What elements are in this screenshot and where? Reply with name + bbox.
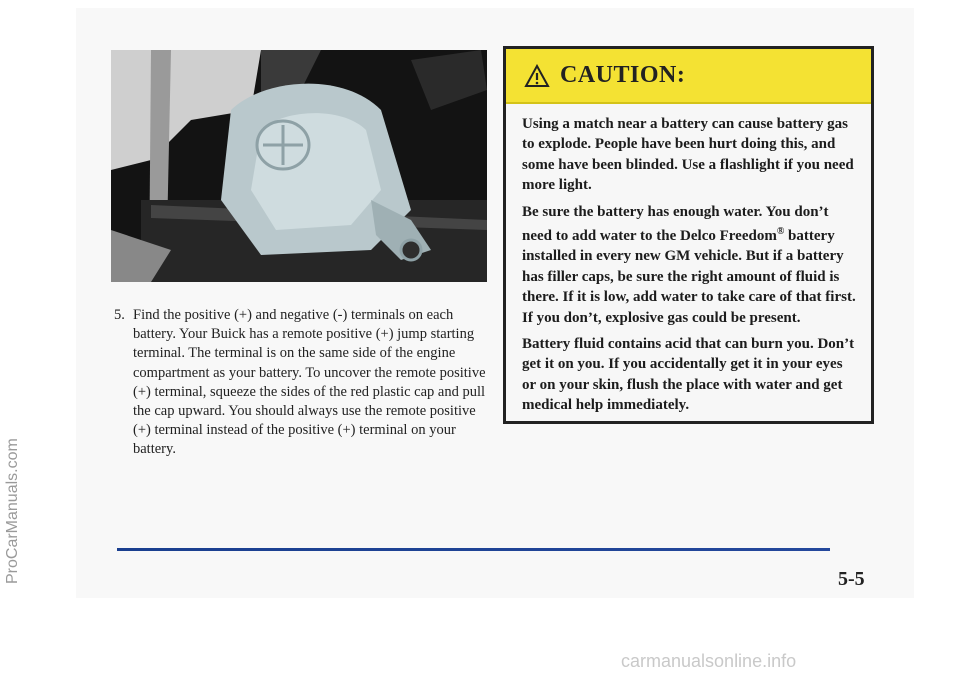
caution-box xyxy=(503,46,874,424)
footer-watermark: carmanualsonline.info xyxy=(621,651,797,671)
step-number: 5. xyxy=(114,307,125,323)
caution-paragraph-2-part-b: battery installed in every new GM vehicle. But if a battery has filler caps, be sure the right amount of fluid is there. If it is low, add water to take care of that first. If you don’t, explosive gas could be present. xyxy=(522,228,856,326)
caution-paragraph-2 xyxy=(522,202,857,328)
caution-body xyxy=(506,104,871,416)
page-number: 5-5 xyxy=(838,568,865,590)
warning-triangle-icon xyxy=(524,64,550,88)
instruction-step-5 xyxy=(114,306,494,460)
caution-paragraph-2-part-a: Be sure the battery has enough water. You don’t need to add water to the Delco Freedom xyxy=(522,203,829,245)
caution-title: CAUTION: xyxy=(560,62,686,88)
footer-rule xyxy=(117,548,830,551)
step-text: Find the positive (+) and negative (-) terminals on each battery. Your Buick has a remote positive (+) jump starting terminal. The terminal is on the same side of the engine compartment as your battery. To uncover the remote positive (+) terminal, squeeze the sides of the red plastic cap and pull the cap upward. You should always use the remote positive (+) terminal instead of the positive (+) terminal on your battery. xyxy=(133,307,486,458)
side-watermark: ProCarManuals.com xyxy=(4,438,21,584)
caution-paragraph-3: Battery fluid contains acid that can burn you. Don’t get it on you. If you accidentally get it in your eyes or on your skin, flush the place with water and get medical help immediately. xyxy=(522,336,855,414)
caution-header xyxy=(506,49,871,104)
registered-mark: ® xyxy=(776,226,785,238)
battery-cap-illustration xyxy=(111,50,487,282)
battery-cap-photo xyxy=(111,50,487,282)
caution-paragraph-1: Using a match near a battery can cause battery gas to explode. People have been hurt doing this, and some have been blinded. Use a flashlight if you need more light. xyxy=(522,116,854,194)
